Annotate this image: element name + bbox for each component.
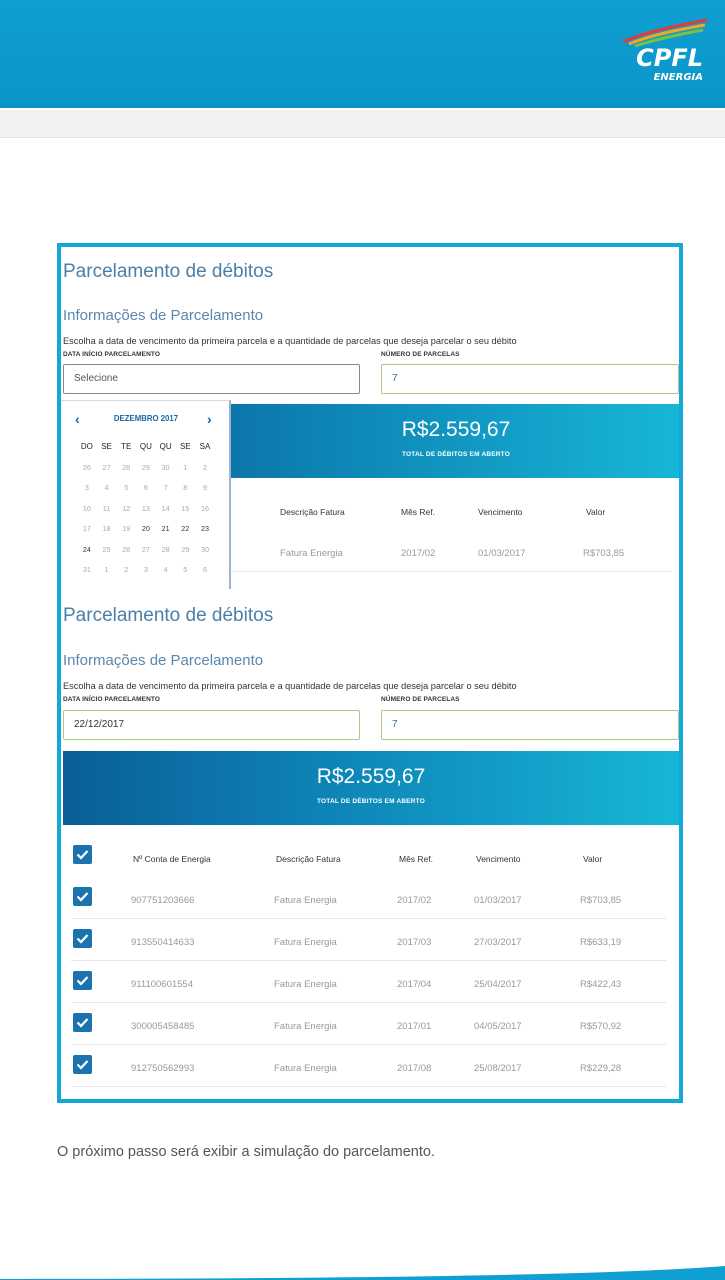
row-divider <box>71 918 666 919</box>
account-number: 911100601554 <box>131 979 193 990</box>
row-description: Fatura Energia <box>280 548 343 559</box>
next-month-icon[interactable]: › <box>207 411 212 427</box>
total-caption: TOTAL DE DÉBITOS EM ABERTO <box>401 451 510 458</box>
instructions-text: Escolha a data de vencimento da primeira parcela e a quantidade de parcelas que deseja parcelar o seu débito <box>63 336 517 346</box>
ref-month: 2017/08 <box>397 1063 432 1074</box>
day-cell[interactable]: 15 <box>181 503 190 513</box>
amount: R$703,85 <box>580 895 622 906</box>
nav-subbar <box>0 110 725 138</box>
day-cell[interactable]: 1 <box>104 565 109 574</box>
day-cell[interactable]: 30 <box>200 544 209 554</box>
row-checkbox[interactable] <box>73 887 92 906</box>
day-cell[interactable]: 2 <box>124 565 129 574</box>
section-subtitle: Informações de Parcelamento <box>63 652 264 669</box>
day-cell[interactable]: 6 <box>202 565 207 574</box>
day-cell[interactable]: 5 <box>183 565 188 574</box>
account-number: 913550414633 <box>131 937 195 948</box>
date-input[interactable]: 22/12/2017 <box>63 710 360 740</box>
calendar-grid <box>77 437 215 581</box>
description: Fatura Energia <box>274 1021 337 1032</box>
page-title: Parcelamento de débitos <box>63 605 274 626</box>
check-icon <box>76 933 89 944</box>
logo-sub: ENERGIA <box>653 72 703 83</box>
account-number: 300005458485 <box>131 1021 195 1032</box>
row-divider <box>71 1086 666 1087</box>
weekday: SE <box>179 442 191 451</box>
day-cell[interactable]: 17 <box>82 524 91 533</box>
panel-selected-state <box>61 589 679 1099</box>
description: Fatura Energia <box>274 1063 337 1074</box>
date-picker <box>61 400 231 589</box>
amount: R$229,28 <box>580 1063 622 1074</box>
day-cell[interactable]: 25 <box>102 544 111 554</box>
day-cell[interactable]: 11 <box>102 503 111 513</box>
col-header-value: Valor <box>586 507 606 517</box>
date-label: DATA INÍCIO PARCELAMENTO <box>63 351 161 358</box>
day-cell[interactable]: 22 <box>181 524 190 533</box>
weekday: QU <box>139 442 152 451</box>
description: Fatura Energia <box>274 895 337 906</box>
day-cell[interactable]: 10 <box>82 503 91 513</box>
row-checkbox[interactable] <box>73 1013 92 1032</box>
due-date: 01/03/2017 <box>474 895 522 906</box>
ref-month: 2017/04 <box>397 979 432 990</box>
row-checkbox[interactable] <box>73 929 92 948</box>
account-number: 912750562993 <box>131 1063 195 1074</box>
amount: R$422,43 <box>580 979 622 990</box>
day-cell[interactable]: 28 <box>122 462 131 472</box>
bottom-swoosh-icon <box>0 1262 725 1280</box>
day-cell[interactable]: 21 <box>161 524 170 533</box>
row-divider <box>71 960 666 961</box>
day-cell[interactable]: 26 <box>122 544 131 554</box>
installments-input[interactable]: 7 <box>381 364 679 394</box>
ref-month: 2017/03 <box>397 937 432 948</box>
row-divider <box>71 1044 666 1045</box>
day-cell[interactable]: 31 <box>82 565 91 574</box>
day-cell[interactable]: 23 <box>200 524 209 533</box>
instructions-text: Escolha a data de vencimento da primeira parcela e a quantidade de parcelas que deseja parcelar o seu débito <box>63 681 517 691</box>
week-row <box>77 499 215 520</box>
day-cell[interactable]: 27 <box>141 544 150 554</box>
weekday-row <box>77 437 215 458</box>
col-header-description: Descrição Fatura <box>280 507 345 517</box>
account-number: 907751203666 <box>131 895 195 906</box>
day-cell[interactable]: 26 <box>82 462 91 472</box>
day-cell[interactable]: 2 <box>202 462 207 472</box>
day-cell[interactable]: 3 <box>143 565 148 574</box>
total-caption: TOTAL DE DÉBITOS EM ABERTO <box>316 798 425 805</box>
week-row <box>77 478 215 499</box>
select-all-checkbox[interactable] <box>73 845 92 864</box>
amount: R$633,19 <box>580 937 622 948</box>
date-input[interactable]: Selecione <box>63 364 360 394</box>
section-subtitle: Informações de Parcelamento <box>63 307 264 324</box>
row-checkbox[interactable] <box>73 971 92 990</box>
day-cell[interactable]: 19 <box>122 524 131 533</box>
weekday: TE <box>121 442 132 451</box>
col-header-due: Vencimento <box>478 507 523 517</box>
check-icon <box>76 1017 89 1028</box>
total-banner <box>63 751 679 825</box>
week-row <box>77 458 215 479</box>
date-label: DATA INÍCIO PARCELAMENTO <box>63 696 161 703</box>
cpfl-logo[interactable] <box>615 18 707 86</box>
check-icon <box>76 1059 89 1070</box>
description: Fatura Energia <box>274 979 337 990</box>
day-cell[interactable]: 27 <box>102 462 111 472</box>
day-cell[interactable]: 4 <box>104 483 109 492</box>
check-icon <box>76 849 89 860</box>
prev-month-icon[interactable]: ‹ <box>75 411 80 427</box>
col-header-description: Descrição Fatura <box>276 854 341 864</box>
col-header-account: Nº Conta de Energia <box>133 854 211 864</box>
row-due: 01/03/2017 <box>478 548 526 559</box>
day-cell[interactable]: 8 <box>183 483 188 492</box>
amount: R$570,92 <box>580 1021 622 1032</box>
due-date: 25/04/2017 <box>474 979 522 990</box>
weekday: SE <box>101 442 112 451</box>
col-header-due: Vencimento <box>476 854 521 864</box>
row-value: R$703,85 <box>583 548 625 559</box>
day-cell[interactable]: 5 <box>124 483 129 492</box>
due-date: 27/03/2017 <box>474 937 522 948</box>
description: Fatura Energia <box>274 937 337 948</box>
day-cell[interactable]: 18 <box>102 524 111 533</box>
col-header-month: Mês Ref. <box>399 854 434 864</box>
week-row <box>77 560 215 581</box>
installments-label: NÚMERO DE PARCELAS <box>381 696 460 703</box>
day-cell[interactable]: 14 <box>161 503 170 513</box>
week-row <box>77 540 215 561</box>
installments-input[interactable]: 7 <box>381 710 679 740</box>
ref-month: 2017/02 <box>397 895 432 906</box>
day-cell[interactable]: 30 <box>161 462 170 472</box>
row-divider <box>231 571 671 572</box>
total-amount: R$2.559,67 <box>401 418 511 441</box>
day-cell[interactable]: 28 <box>161 544 170 554</box>
ref-month: 2017/01 <box>397 1021 432 1032</box>
day-cell[interactable]: 20 <box>141 524 150 533</box>
screenshot-frame <box>57 243 683 1103</box>
check-icon <box>76 975 89 986</box>
day-cell[interactable]: 29 <box>181 544 190 554</box>
due-date: 25/08/2017 <box>474 1063 522 1074</box>
week-row <box>77 519 215 540</box>
row-month: 2017/02 <box>401 548 436 559</box>
day-cell[interactable]: 1 <box>183 462 188 472</box>
day-cell[interactable]: 16 <box>200 503 209 513</box>
day-cell[interactable]: 7 <box>163 483 168 492</box>
day-cell[interactable]: 13 <box>141 503 150 513</box>
total-amount: R$2.559,67 <box>316 765 426 788</box>
check-icon <box>76 891 89 902</box>
day-cell[interactable]: 29 <box>141 462 150 472</box>
day-cell[interactable]: 3 <box>84 483 89 492</box>
row-checkbox[interactable] <box>73 1055 92 1074</box>
page-title: Parcelamento de débitos <box>63 261 274 282</box>
col-header-value: Valor <box>583 854 603 864</box>
day-cell[interactable]: 12 <box>122 503 131 513</box>
day-cell[interactable]: 6 <box>143 483 148 492</box>
day-cell[interactable]: 4 <box>163 565 168 574</box>
installments-label: NÚMERO DE PARCELAS <box>381 351 460 358</box>
next-step-text: O próximo passo será exibir a simulação do parcelamento. <box>57 1144 435 1160</box>
calendar-month: DEZEMBRO 2017 <box>113 414 179 423</box>
weekday: QU <box>159 442 172 451</box>
weekday: DO <box>80 442 93 451</box>
day-cell[interactable]: 9 <box>202 483 207 492</box>
due-date: 04/05/2017 <box>474 1021 522 1032</box>
day-cell[interactable]: 24 <box>82 544 91 554</box>
row-divider <box>71 1002 666 1003</box>
panel-calendar-state <box>61 247 679 589</box>
weekday: SA <box>199 442 211 451</box>
col-header-month: Mês Ref. <box>401 507 436 517</box>
logo-brand: CPFL <box>636 44 703 72</box>
top-header <box>0 0 725 108</box>
